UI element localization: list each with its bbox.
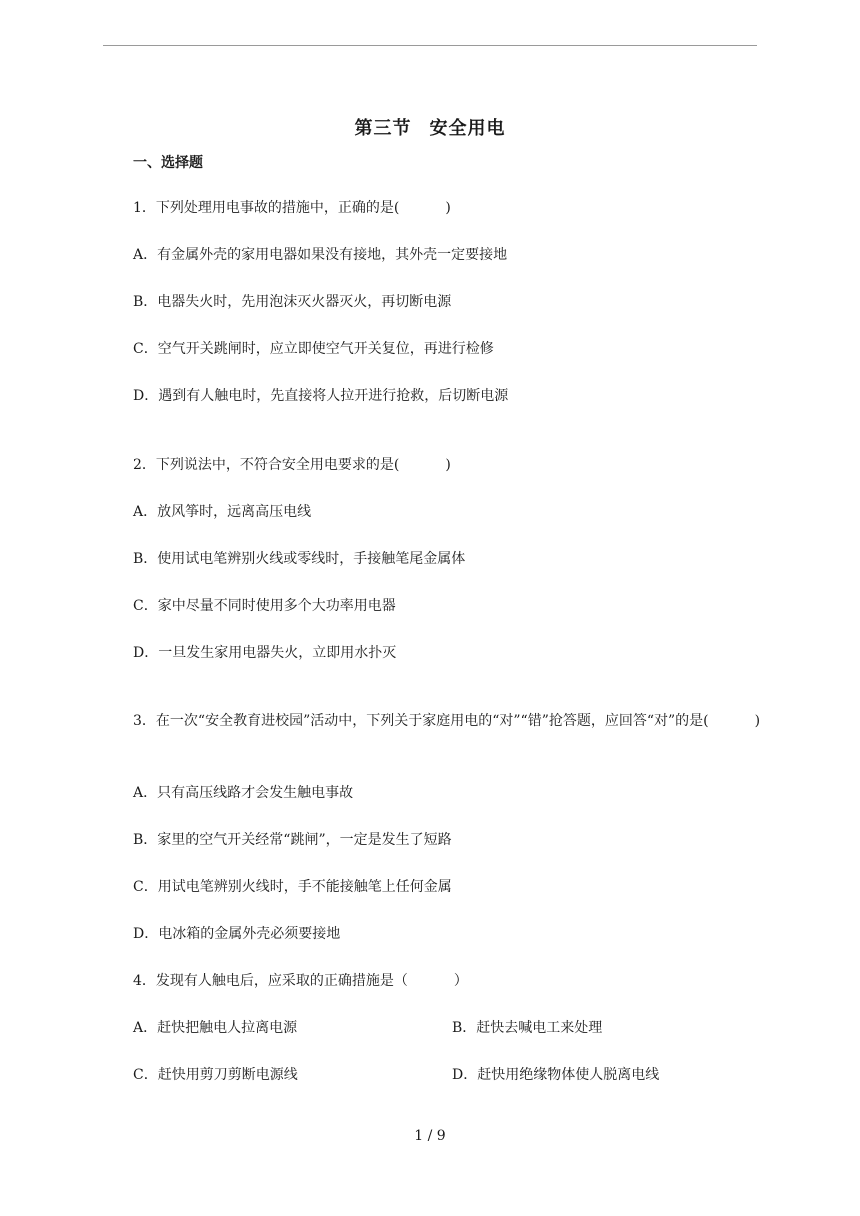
question-1-option-b: B．电器失火时，先用泡沫灭火器灭火，再切断电源 xyxy=(133,294,452,310)
question-4-option-d: D．赶快用绝缘物体使人脱离电线 xyxy=(452,1067,660,1083)
question-2-stem: 2．下列说法中，不符合安全用电要求的是( ) xyxy=(133,457,451,473)
title-part1: 第三节 xyxy=(354,118,412,139)
page-number: 1 / 9 xyxy=(414,1128,446,1144)
question-3-option-d: D．电冰箱的金属外壳必须要接地 xyxy=(133,926,341,942)
page-title xyxy=(0,114,860,140)
header-rule xyxy=(103,45,757,46)
question-2-option-a: A．放风筝时，远离高压电线 xyxy=(133,504,312,520)
question-3-stem: 3．在一次“安全教育进校园”活动中，下列关于家庭用电的“对”“错”抢答题，应回答“对”的是( ) xyxy=(133,713,761,729)
question-2-option-c: C．家中尽量不同时使用多个大功率用电器 xyxy=(133,598,396,614)
question-4-option-a: A．赶快把触电人拉离电源 xyxy=(133,1020,298,1036)
question-4-stem: 4．发现有人触电后，应采取的正确措施是（ ） xyxy=(133,973,468,989)
question-4-option-b: B．赶快去喊电工来处理 xyxy=(452,1020,603,1036)
question-2-option-d: D．一旦发生家用电器失火，立即用水扑灭 xyxy=(133,645,397,661)
question-3-option-a: A．只有高压线路才会发生触电事故 xyxy=(133,785,354,801)
question-1-stem: 1．下列处理用电事故的措施中，正确的是( ) xyxy=(133,200,451,216)
question-1-option-d: D．遇到有人触电时，先直接将人拉开进行抢救，后切断电源 xyxy=(133,388,509,404)
question-4-option-c: C．赶快用剪刀剪断电源线 xyxy=(133,1067,298,1083)
question-1-option-a: A．有金属外壳的家用电器如果没有接地，其外壳一定要接地 xyxy=(133,247,508,263)
question-3-option-c: C．用试电笔辨别火线时，手不能接触笔上任何金属 xyxy=(133,879,452,895)
question-1-option-c: C．空气开关跳闸时，应立即使空气开关复位，再进行检修 xyxy=(133,341,494,357)
question-2-option-b: B．使用试电笔辨别火线或零线时，手接触笔尾金属体 xyxy=(133,551,466,567)
section-heading: 一、选择题 xyxy=(133,155,203,171)
question-3-option-b: B．家里的空气开关经常“跳闸”，一定是发生了短路 xyxy=(133,832,452,848)
title-part2: 安全用电 xyxy=(429,118,506,139)
